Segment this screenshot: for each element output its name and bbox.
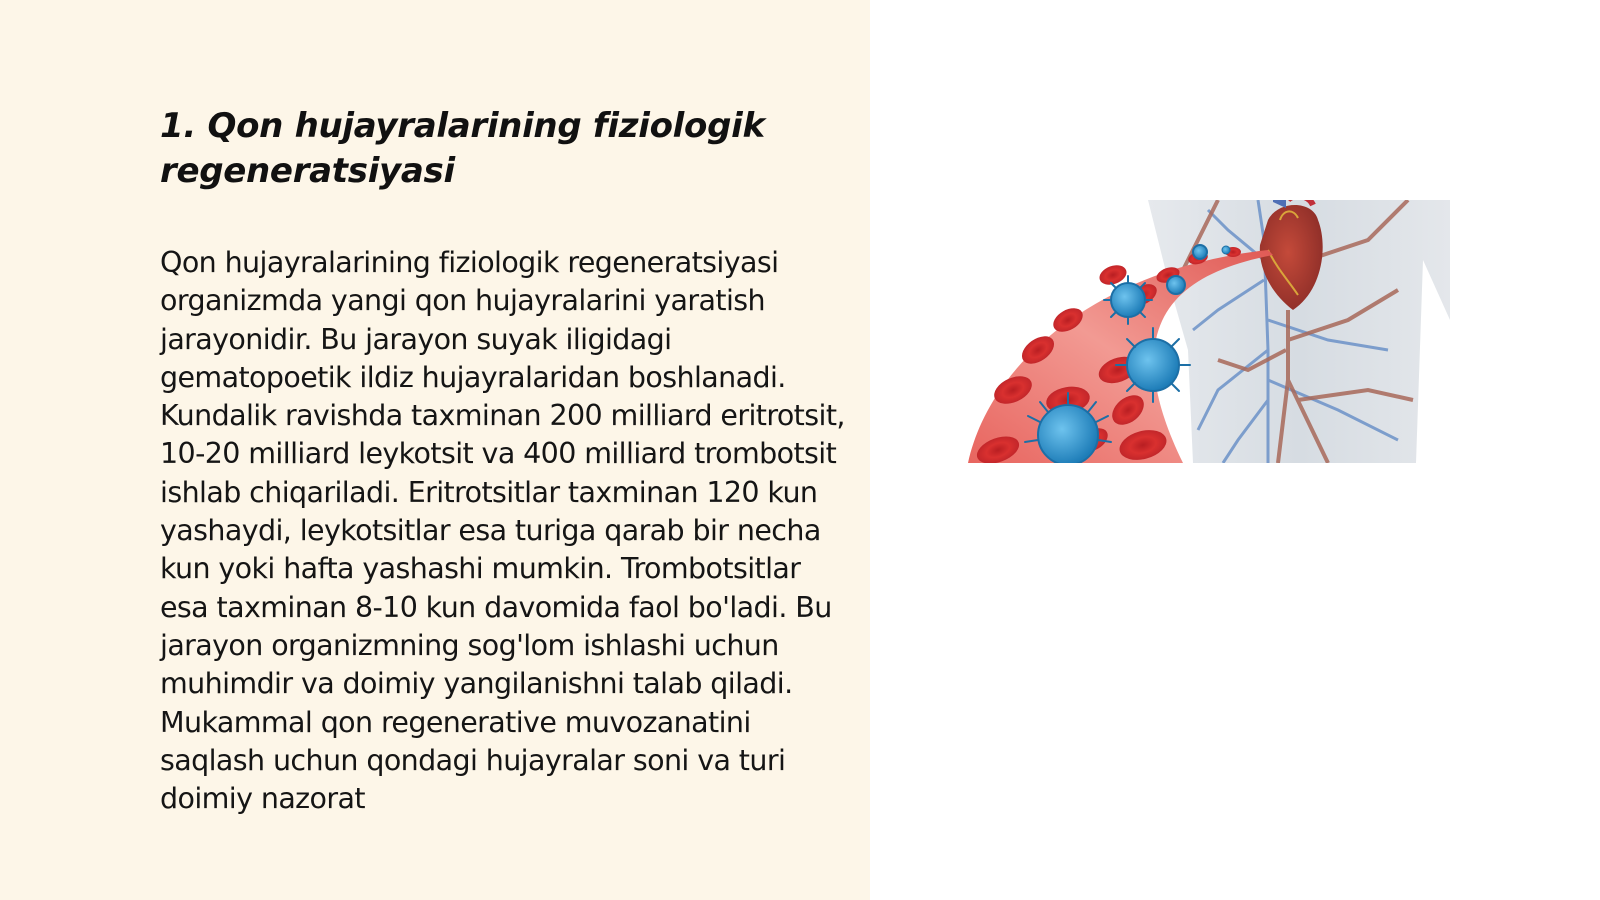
blood-circulation-illustration: [968, 200, 1450, 463]
slide-title: 1. Qon hujayralarining fiziologik regeneratsiyasi: [160, 106, 765, 191]
slide-body-text: Qon hujayralarining fiziologik regeneratsiyasi organizmda yangi qon hujayralarini yaratish jarayonidir. Bu jarayon suyak iligidagi gematopoetik ildiz hujayralaridan boshlanadi. Kundalik ravishda taxminan 200 milliard eritrotsit, 10-20 milliard leykotsit va 400 milliard trombotsit ishlab chiqariladi. Eritrotsitlar taxminan 120 kun yashaydi, leykotsitlar esa turiga qarab bir necha kun yoki hafta yashashi mumkin. Trombotsitlar esa taxminan 8-10 kun davomida faol bo'ladi. Bu jarayon organizmning sog'lom ishlashi uchun muhimdir va doimiy yangilanishni talab qiladi. Mukammal qon regenerative muvozanatini saqlash uchun qondagi hujayralar soni va turi doimiy nazorat: [160, 246, 845, 816]
blood-circulation-image: [968, 200, 1450, 463]
